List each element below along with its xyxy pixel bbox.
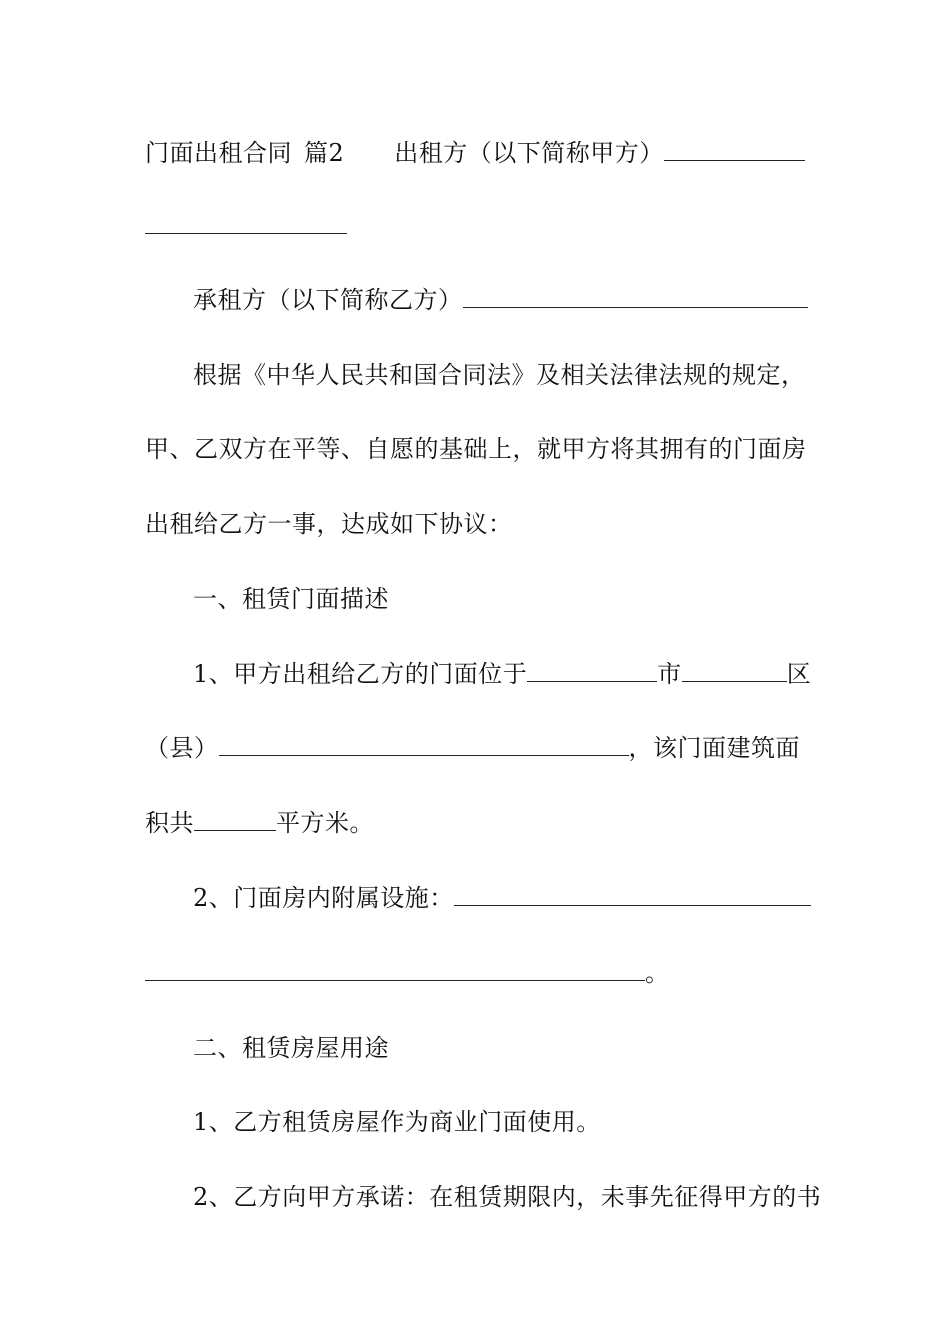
city-label: 市 [657, 660, 682, 688]
paragraph-line: 出租给乙方一事，达成如下协议： [145, 510, 513, 538]
paragraph-line: 2、乙方向甲方承诺：在租赁期限内，未事先征得甲方的书 [193, 1183, 822, 1211]
line-location [145, 659, 810, 689]
location-label: 1、甲方出租给乙方的门面位于 [193, 660, 528, 688]
county-label: （县） [145, 734, 219, 762]
district-blank [682, 659, 787, 682]
paragraph-line: 根据《中华人民共和国合同法》及相关法律法规的规定， [193, 361, 806, 389]
contract-title: 门面出租合同 [145, 139, 292, 167]
line-lessee [145, 285, 810, 315]
paragraph-line: 甲、乙双方在平等、自愿的基础上，就甲方将其拥有的门面房 [145, 435, 807, 463]
facilities-blank [454, 883, 811, 906]
area-blank [194, 808, 276, 831]
paragraph-line: 1、乙方租赁房屋作为商业门面使用。 [193, 1108, 601, 1136]
area-label-start: ，该门面建筑面 [628, 734, 800, 762]
address-blank [219, 733, 629, 756]
section-heading-2: 二、租赁房屋用途 [193, 1034, 389, 1062]
area-label: 积共 [145, 809, 194, 837]
line-area [145, 808, 810, 838]
facilities-label: 2、门面房内附属设施： [193, 884, 454, 912]
line-facilities-continued [145, 958, 810, 988]
line-title [145, 138, 810, 168]
facilities-blank-2 [145, 958, 645, 981]
line-county [145, 733, 810, 763]
district-label: 区 [786, 660, 812, 688]
area-unit: 平方米。 [276, 809, 374, 837]
part-number: 篇2 [304, 139, 345, 167]
line-lessor-blank-continued [145, 211, 810, 241]
lessor-blank [664, 138, 805, 161]
lessee-blank [463, 285, 808, 308]
section-heading-1: 一、租赁门面描述 [193, 585, 389, 613]
period: 。 [645, 959, 670, 987]
city-blank [527, 659, 657, 682]
lessor-label: 出租方（以下简称甲方） [394, 139, 664, 167]
lessee-label: 承租方（以下简称乙方） [193, 286, 463, 314]
lessor-blank-2 [145, 211, 347, 234]
line-facilities [145, 883, 810, 913]
